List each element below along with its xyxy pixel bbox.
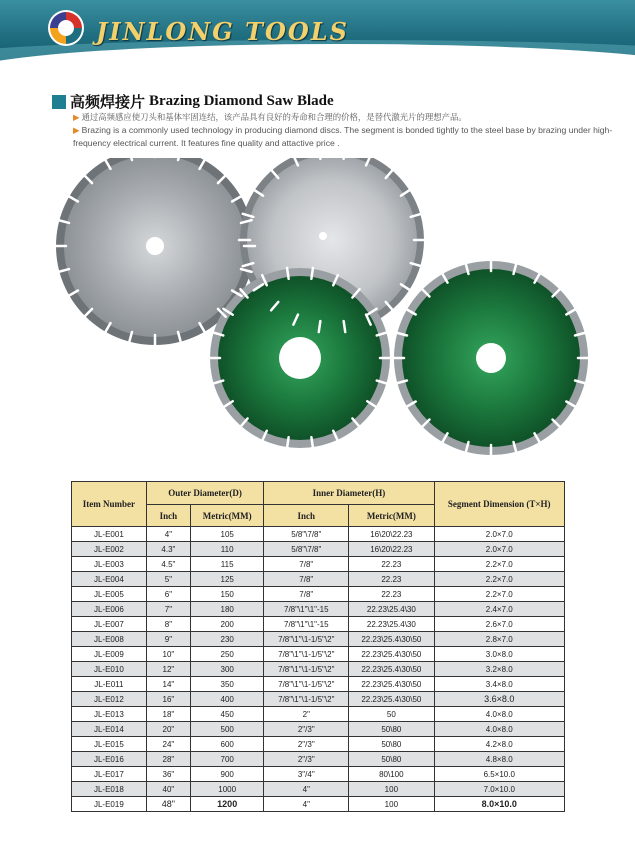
- table-row: JL-E001 4" 105 5/8"\7/8" 16\20\22.23 2.0×7.0: [72, 527, 565, 542]
- table-row: JL-E009 10" 250 7/8"\1"\1-1/5"\2" 22.23\25.4\30\50 3.0×8.0: [72, 647, 565, 662]
- blade-segment-slot: [344, 321, 346, 332]
- bullet-arrow-icon: ▶: [73, 125, 80, 135]
- header-outer-inch: Inch: [146, 505, 190, 527]
- table-row: JL-E019 48" 1200 4" 100 8.0×10.0: [72, 797, 565, 812]
- header-item-number: Item Number: [72, 482, 147, 527]
- table-row: JL-E013 18" 450 2" 50 4.0×8.0: [72, 707, 565, 722]
- bullet-arrow-icon: ▶: [73, 112, 80, 122]
- spec-table: [71, 481, 565, 812]
- brand-name: JINLONG TOOLS: [96, 17, 349, 46]
- blade-segment-slot: [311, 268, 313, 279]
- table-row: JL-E006 7" 180 7/8"\1"\1"-15 22.23\25.4\30 2.4×7.0: [72, 602, 565, 617]
- header-banner: [0, 0, 635, 66]
- table-row: JL-E010 12" 300 7/8"\1"\1-1/5"\2" 22.23\25.4\30\50 3.2×8.0: [72, 662, 565, 677]
- description-chinese: ▶ 通过高频感应使刀头和基体牢固连结，该产品具有良好的寿命和合理的价格，是替代激光片的理想产品。: [73, 112, 467, 122]
- header-outer-diameter: Outer Diameter(D): [146, 482, 264, 505]
- table-row: JL-E017 36" 900 3"/4" 80\100 6.5×10.0: [72, 767, 565, 782]
- table-row: JL-E007 8" 200 7/8"\1"\1"-15 22.23\25.4\30 2.6×7.0: [72, 617, 565, 632]
- title-square-icon: [52, 95, 66, 109]
- table-row: JL-E012 16" 400 7/8"\1"\1-1/5"\2" 22.23\25.4\30\50 3.6×8.0: [72, 692, 565, 707]
- table-row: JL-E016 28" 700 2"/3" 50\80 4.8×8.0: [72, 752, 565, 767]
- table-row: JL-E014 20" 500 2"/3" 50\80 4.0×8.0: [72, 722, 565, 737]
- blade-segment-slot: [319, 321, 321, 332]
- header-segment-dimension: Segment Dimension (T×H): [434, 482, 565, 527]
- header-inner-diameter: Inner Diameter(H): [264, 482, 434, 505]
- jinlong-logo-icon: [46, 8, 86, 48]
- table-row: JL-E015 24" 600 2"/3" 50\80 4.2×8.0: [72, 737, 565, 752]
- table-row: JL-E005 6" 150 7/8" 22.23 2.2×7.0: [72, 587, 565, 602]
- title-chinese: 高频焊接片: [70, 93, 146, 111]
- saw-blades-photo: [40, 158, 600, 488]
- header-inner-inch: Inch: [264, 505, 349, 527]
- description-english: ▶ Brazing is a commonly used technology in producing diamond discs. The segment is bonded tightly to the steel base by brazing under high-frequency electrical current. It features fine quality and attactive price .: [73, 125, 613, 148]
- blade-segment-slot: [287, 268, 289, 279]
- table-row: JL-E002 4.3" 110 5/8"\7/8" 16\20\22.23 2.0×7.0: [72, 542, 565, 557]
- table-row: JL-E004 5" 125 7/8" 22.23 2.2×7.0: [72, 572, 565, 587]
- header-outer-metric: Metric(MM): [191, 505, 264, 527]
- table-row: JL-E018 40" 1000 4" 100 7.0×10.0: [72, 782, 565, 797]
- section-title: [52, 91, 334, 112]
- blade-green-1: [210, 268, 390, 448]
- title-english: Brazing Diamond Saw Blade: [149, 93, 334, 109]
- table-row: JL-E003 4.5" 115 7/8" 22.23 2.2×7.0: [72, 557, 565, 572]
- table-row: JL-E011 14" 350 7/8"\1"\1-1/5"\2" 22.23\25.4\30\50 3.4×8.0: [72, 677, 565, 692]
- table-row: JL-E008 9" 230 7/8"\1"\1-1/5"\2" 22.23\25.4\30\50 2.8×7.0: [72, 632, 565, 647]
- header-inner-metric: Metric(MM): [349, 505, 434, 527]
- blade-segment-slot: [311, 437, 313, 448]
- blade-segment-slot: [287, 437, 289, 448]
